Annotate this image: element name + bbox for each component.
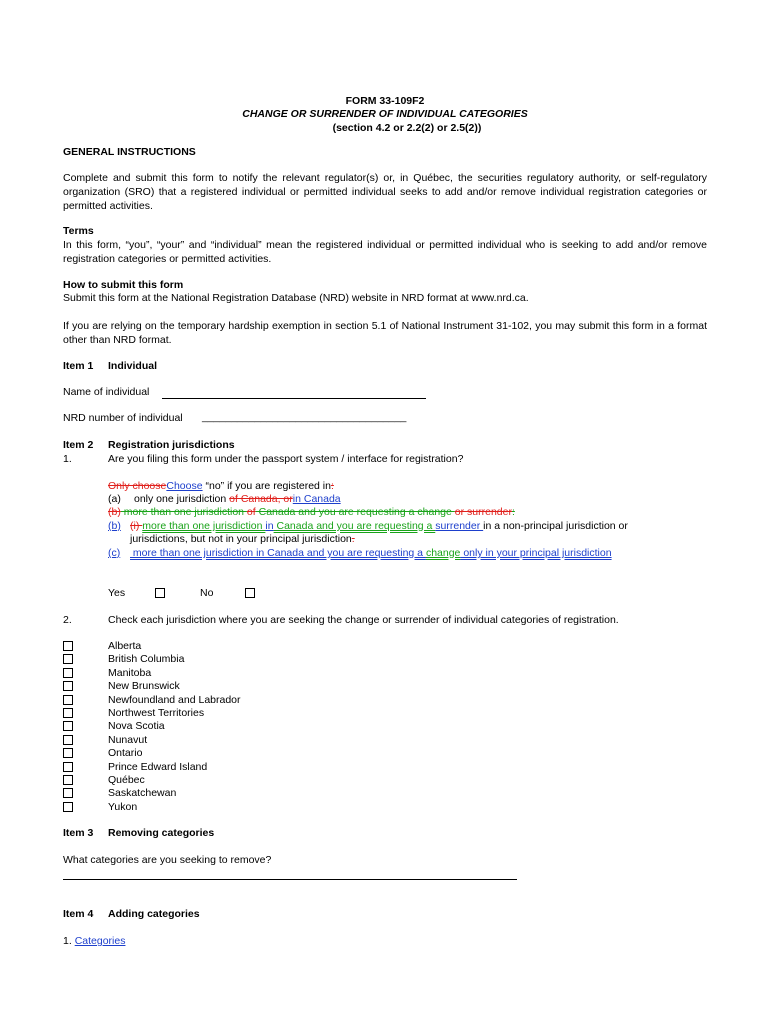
jurisdiction-checkbox[interactable] xyxy=(63,668,73,678)
option-c-change: change xyxy=(425,547,461,559)
no-checkbox[interactable] xyxy=(245,588,255,598)
option-b-old-end: : xyxy=(511,506,515,518)
option-a-text: only one jurisdiction xyxy=(134,493,230,505)
option-b-i-deleted: (i) xyxy=(130,520,143,532)
item1-label: Item 1 xyxy=(63,360,94,372)
choose-rest: “no” if you are registered in xyxy=(202,480,331,492)
option-b-old-or: or surrender xyxy=(454,506,512,518)
jurisdiction-checkbox[interactable] xyxy=(63,802,73,812)
jurisdiction-label: Yukon xyxy=(108,801,138,813)
remove-categories-field[interactable] xyxy=(63,879,517,880)
jurisdiction-checkbox[interactable] xyxy=(63,681,73,691)
jurisdiction-label: British Columbia xyxy=(108,653,185,665)
jurisdiction-label: Prince Edward Island xyxy=(108,761,208,773)
form-number: FORM 33-109F2 xyxy=(345,95,425,107)
question1-number: 1. xyxy=(63,453,72,465)
deleted-text: Only choose xyxy=(108,480,167,492)
no-label: No xyxy=(200,587,214,599)
how-to-text: Submit this form at the National Registration Database (NRD) website in NRD format at www.nrd.ca. xyxy=(63,292,529,304)
terms-heading: Terms xyxy=(63,225,94,237)
remove-categories-question: What categories are you seeking to remove? xyxy=(63,854,272,866)
option-c xyxy=(108,547,612,560)
how-to-heading: How to submit this form xyxy=(63,279,184,291)
option-b xyxy=(108,520,708,533)
option-b-line2-deleted: . xyxy=(351,533,355,545)
option-b-old-pre: more than one jurisdiction xyxy=(120,506,247,518)
question2-text: Check each jurisdiction where you are seeking the change or surrender of individual categories of registration. xyxy=(108,614,619,626)
option-a-tag: (a) xyxy=(108,493,121,505)
categories-line xyxy=(63,935,125,948)
item4-label: Item 4 xyxy=(63,908,94,920)
option-a-deleted: of Canada, or xyxy=(229,493,293,505)
jurisdiction-label: Northwest Territories xyxy=(108,707,205,719)
option-b-text1: more than one jurisdiction xyxy=(142,520,266,532)
yes-checkbox[interactable] xyxy=(155,588,165,598)
terms-text: In this form, “you”, “your” and “individual” mean the registered individual or permitted individual who is seeking to add and/or remove registration categories or permitted activities. xyxy=(63,239,707,265)
form-section-ref: (section 4.2 or 2.2(2) or 2.5(2)) xyxy=(332,122,482,134)
option-b-tag: (b) xyxy=(108,520,121,532)
name-of-individual-field[interactable] xyxy=(162,398,426,399)
jurisdiction-label: Ontario xyxy=(108,747,143,759)
option-c-text1: more than one jurisdiction in Canada and you are requesting a xyxy=(130,547,426,559)
deleted-colon: : xyxy=(330,480,334,492)
jurisdiction-checkbox[interactable] xyxy=(63,721,73,731)
general-instructions-text: Complete and submit this form to notify the relevant regulator(s) or, in Québec, the securities regulatory authority, or self-regulatory organization (SRO) that a registered individual or permitted individual seeks to add and/or remove individual registration categories or permitted activities. xyxy=(63,172,707,212)
jurisdiction-label: Saskatchewan xyxy=(108,787,177,799)
hardship-text: If you are relying on the temporary hardship exemption in section 5.1 of National Instrument 31-102, you may submit this form in a format other than NRD format. xyxy=(63,320,707,346)
yes-label: Yes xyxy=(108,587,126,599)
categories-label: Categories xyxy=(74,935,126,947)
item4-title: Adding categories xyxy=(108,908,200,920)
option-b-rest: in a non-principal jurisdiction or xyxy=(483,520,628,532)
question1-text: Are you filing this form under the passport system / interface for registration? xyxy=(108,453,464,465)
name-of-individual-label: Name of individual xyxy=(63,386,150,398)
option-b-in: in xyxy=(265,520,274,532)
jurisdiction-checkbox[interactable] xyxy=(63,641,73,651)
option-b-surrender: surrender xyxy=(435,520,484,532)
option-b-line2 xyxy=(130,533,355,546)
jurisdiction-checkbox[interactable] xyxy=(63,654,73,664)
jurisdiction-checkbox[interactable] xyxy=(63,775,73,785)
jurisdiction-checkbox[interactable] xyxy=(63,788,73,798)
option-b-old-mid: Canada and you are requesting a change xyxy=(255,506,455,518)
option-b-old-tag: (b) xyxy=(108,506,121,518)
option-c-tag: (c) xyxy=(108,547,121,559)
option-a-inserted: in Canada xyxy=(292,493,341,505)
item3-title: Removing categories xyxy=(108,827,215,839)
jurisdiction-label: New Brunswick xyxy=(108,680,180,692)
categories-number: 1. xyxy=(63,935,75,947)
item2-label: Item 2 xyxy=(63,439,94,451)
jurisdiction-label: Alberta xyxy=(108,640,142,652)
inserted-text: Choose xyxy=(166,480,203,492)
item3-label: Item 3 xyxy=(63,827,94,839)
jurisdiction-checkbox[interactable] xyxy=(63,695,73,705)
jurisdiction-label: Newfoundland and Labrador xyxy=(108,694,241,706)
option-a xyxy=(108,493,341,506)
jurisdiction-checkbox[interactable] xyxy=(63,748,73,758)
option-c-text2: only in your principal jurisdiction xyxy=(460,547,612,559)
jurisdiction-checkbox[interactable] xyxy=(63,735,73,745)
item1-title: Individual xyxy=(108,360,158,372)
jurisdiction-label: Manitoba xyxy=(108,667,152,679)
form-title: CHANGE OR SURRENDER OF INDIVIDUAL CATEGORIES xyxy=(242,108,528,120)
general-instructions-heading: GENERAL INSTRUCTIONS xyxy=(63,146,196,158)
jurisdiction-label: Québec xyxy=(108,774,145,786)
option-b-deleted-line xyxy=(108,506,515,519)
option-b-old-of: of xyxy=(246,506,256,518)
choose-line xyxy=(108,480,334,493)
item2-title: Registration jurisdictions xyxy=(108,439,235,451)
jurisdiction-label: Nova Scotia xyxy=(108,720,165,732)
nrd-number-field[interactable]: ___________________________________ xyxy=(202,411,407,423)
jurisdiction-checkbox[interactable] xyxy=(63,708,73,718)
jurisdiction-checkbox[interactable] xyxy=(63,762,73,772)
option-b-line2-text: jurisdictions, but not in your principal jurisdiction xyxy=(130,533,352,545)
option-b-text2: Canada and you are requesting a xyxy=(273,520,436,532)
jurisdiction-label: Nunavut xyxy=(108,734,148,746)
nrd-number-label: NRD number of individual xyxy=(63,412,183,424)
question2-number: 2. xyxy=(63,614,72,626)
